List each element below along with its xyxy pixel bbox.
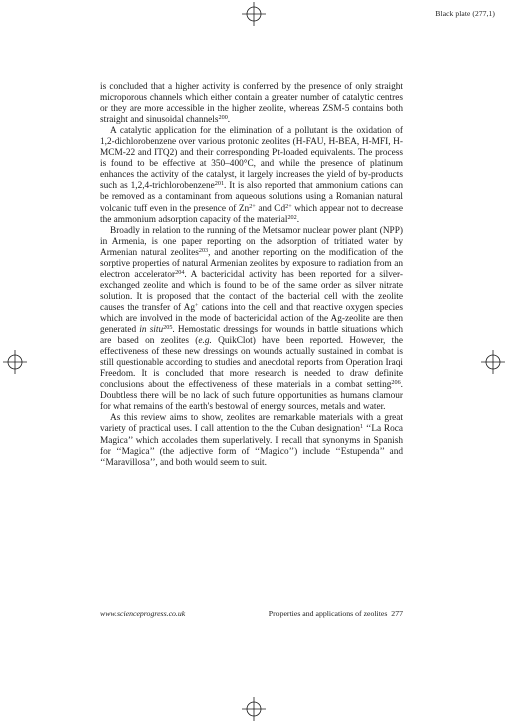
text-run: A catalytic application for the elimination of a pollutant is the oxidation of 1,2-dichlorobenzene over various protonic zeolites (H-FAU, H-BEA, H-MFI, H-MCM-22 and ITQ2) and their corresponding Pt-loaded equivalents. The process is found to be effective at 350–400°C, and while the presence of platinum enhances the activity of the catalyst, it largely increases the yield of by-products such as 1,2,4-trichlorobenzene bbox=[100, 126, 403, 192]
footer-right bbox=[269, 609, 403, 618]
text-run: ‘‘La Roca Magica’’ which accolades them superlatively. I recall that synonyms in Spanish for ‘‘Magica’’ (the adjective form of ‘‘Magico’’) include ‘‘Estupenda’’ and ‘‘Maravillosa’’, and both would seem to suit. bbox=[100, 424, 403, 468]
reference-superscript: 206 bbox=[391, 379, 401, 387]
reference-superscript: 200 bbox=[218, 114, 228, 122]
registration-mark-icon bbox=[3, 350, 27, 374]
reference-superscript: 203 bbox=[198, 246, 209, 254]
text-run: . Hemostatic dressings for wounds in battle situations which are based on zeolites ( bbox=[100, 325, 403, 347]
paragraph bbox=[100, 82, 403, 126]
text-run: . bbox=[296, 214, 300, 225]
text-run: . Doubtless there will be no lack of such future opportunities as humans clamour for what remains of the earth's bestowal of energy sources, metals and water. bbox=[100, 380, 403, 413]
reference-superscript: 202 bbox=[287, 213, 297, 221]
text-run: . A bactericidal activity has been reported for a silver-exchanged zeolite and which is found to be of the same order as silver nitrate solution. It is proposed that the contact of the bacterial cell with the zeolite causes the transfer of Ag bbox=[100, 269, 403, 313]
text-run: . bbox=[227, 115, 231, 126]
reference-superscript: + bbox=[195, 301, 199, 309]
reference-superscript: 1 bbox=[360, 423, 364, 431]
paragraph bbox=[100, 126, 403, 225]
text-run: is concluded that a higher activity is conferred by the presence of only straight microporous channels which either contain a greater number of catalytic centres or they are more accessible in the higher zeolite, whereas ZSM-5 contains both straight and sinusoidal channels bbox=[100, 82, 403, 126]
text-run: which appear not to decrease the ammonium adsorption capacity of the material bbox=[100, 203, 403, 225]
text-run: cations into the cell and that reactive oxygen species which are involved in the mode of bactericidal action of the Ag-zeolite are then generated bbox=[100, 302, 403, 336]
running-title: Properties and applications of zeolites bbox=[268, 609, 388, 618]
page-number: 277 bbox=[391, 609, 403, 618]
paragraph bbox=[100, 413, 403, 468]
text-run: QuikClot) have been reported. However, the effectiveness of these new dressings on wounds actually sustained in combat is still questionable according to studies and anecdotal reports from Operation Iraqi Freedom. It is concluded that more research is needed to draw definite conclusions about the effectiveness of these materials in a combat setting bbox=[100, 336, 403, 391]
body-text bbox=[100, 82, 403, 469]
registration-mark-icon bbox=[481, 350, 505, 374]
footer-url: www.scienceprogress.co.uk bbox=[100, 609, 186, 618]
text-run: . It is also reported that ammonium cations can be removed as a contaminant from aqueous solutions using a Romanian natural volcanic tuff even in the presence of Zn bbox=[100, 181, 403, 214]
text-run: , and another reporting on the modification of the sorptive properties of natural Armenian zeolites by exposure to radiation from an electron accelerator bbox=[100, 247, 403, 280]
plate-label: Black plate (277,1) bbox=[435, 9, 495, 18]
reference-superscript: 2+ bbox=[285, 202, 292, 210]
reference-superscript: 2+ bbox=[249, 202, 256, 210]
reference-superscript: 204 bbox=[175, 268, 185, 276]
page-footer bbox=[100, 609, 403, 618]
reference-superscript: 201 bbox=[214, 180, 225, 188]
text-run: Broadly in relation to the running of the Metsamor nuclear power plant (NPP) in Armenia, is one paper reporting on the adsorption of tritiated water by Armenian natural zeolites bbox=[100, 225, 403, 258]
italic-text: e.g. bbox=[198, 336, 212, 347]
reference-superscript: 205 bbox=[163, 324, 173, 332]
registration-mark-icon bbox=[242, 697, 266, 721]
text-run: As this review aims to show, zeolites are remarkable materials with a great variety of practical uses. I call attention to the the Cuban designation bbox=[100, 413, 403, 435]
registration-mark-icon bbox=[242, 2, 266, 26]
paragraph bbox=[100, 226, 403, 414]
italic-text: in situ bbox=[139, 325, 164, 336]
text-run: and Cd bbox=[255, 203, 286, 214]
